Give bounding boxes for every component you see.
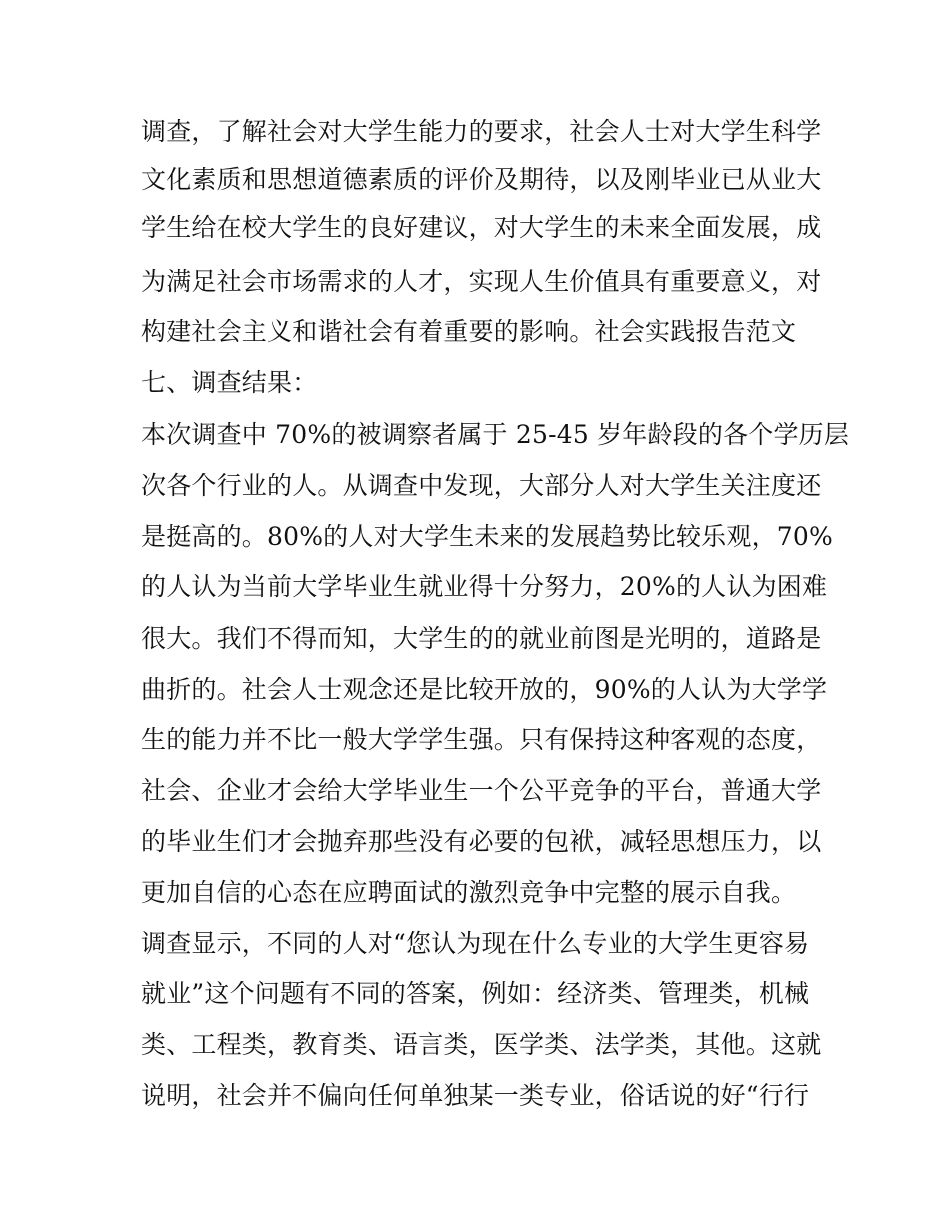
text-line: 类、工程类，教育类、语言类，医学类、法学类，其他。这就	[141, 1030, 822, 1059]
text-line: 的毕业生们才会抛弃那些没有必要的包袱，减轻思想压力，以	[141, 827, 822, 856]
text-line: 本次调查中 70%的被调察者属于 25-45 岁年龄段的各个学历层	[141, 420, 850, 449]
text-line: 次各个行业的人。从调查中发现，大部分人对大学生关注度还	[141, 471, 822, 500]
text-line: 的人认为当前大学毕业生就业得十分努力，20%的人认为困难	[141, 572, 828, 601]
text-line: 社会、企业才会给大学毕业生一个公平竞争的平台，普通大学	[141, 776, 822, 805]
text-line: 说明，社会并不偏向任何单独某一类专业，俗话说的好“行行	[141, 1081, 810, 1110]
text-line: 文化素质和思想道德素质的评价及期待，以及刚毕业已从业大	[141, 165, 822, 194]
text-line: 生的能力并不比一般大学学生强。只有保持这种客观的态度，	[141, 725, 822, 754]
text-line: 学生给在校大学生的良好建议，对大学生的未来全面发展，成	[141, 213, 822, 242]
text-line: 更加自信的心态在应聘面试的激烈竞争中完整的展示自我。	[141, 878, 797, 907]
text-line: 为满足社会市场需求的人才，实现人生价值具有重要意义，对	[141, 267, 822, 296]
text-line: 构建社会主义和谐社会有着重要的影响。社会实践报告范文	[141, 317, 797, 346]
text-line: 是挺高的。80%的人对大学生未来的发展趋势比较乐观，70%	[141, 522, 833, 551]
text-line: 就业”这个问题有不同的答案，例如：经济类、管理类，机械	[141, 979, 810, 1008]
text-line: 很大。我们不得而知，大学生的的就业前图是光明的，道路是	[141, 624, 822, 653]
section-heading: 七、调查结果：	[141, 368, 318, 397]
text-line: 曲折的。社会人士观念还是比较开放的，90%的人认为大学学	[141, 675, 828, 704]
text-line: 调查显示，不同的人对“您认为现在什么专业的大学生更容易	[141, 929, 810, 958]
text-line: 调查，了解社会对大学生能力的要求，社会人士对大学生科学	[141, 117, 822, 146]
